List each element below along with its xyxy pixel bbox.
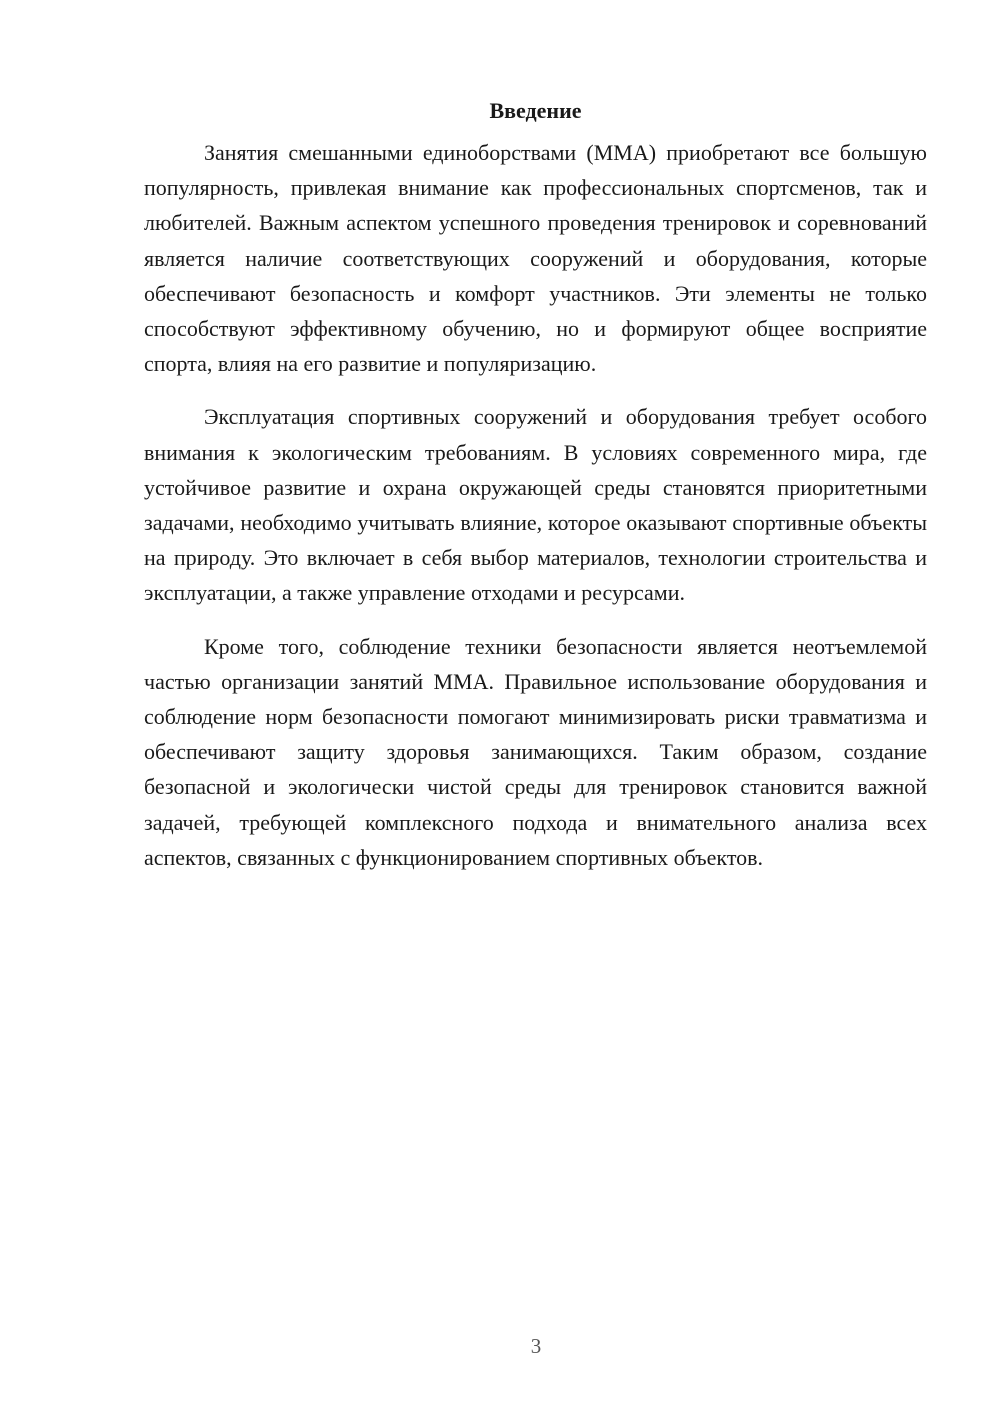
section-heading: Введение [489,98,582,123]
paragraph-1: Занятия смешанными единоборствами (ММА) приобретают все большую популярность, привлекая внимание как профессиональных спортсменов, так и любителей. Важным аспектом успешного проведения тренировок и соревнований является наличие соответствующих сооружений и оборудования, которые обеспечивают безопасность и комфорт участников. Эти элементы не только способствуют эффективному обучению, но и формируют общее восприятие спорта, влияя на его развитие и популяризацию. [144,140,927,377]
page-number: 3 [530,1334,542,1358]
page-content [144,97,927,875]
paragraph-2: Эксплуатация спортивных сооружений и оборудования требует особого внимания к экологическим требованиям. В условиях современного мира, где устойчивое развитие и охрана окружающей среды становятся приоритетными задачами, необходимо учитывать влияние, которое оказывают спортивные объекты на природу. Это включает в себя выбор материалов, технологии строительства и эксплуатации, а также управление отходами и ресурсами. [144,404,927,606]
paragraph-3: Кроме того, соблюдение техники безопасности является неотъемлемой частью организации занятий ММА. Правильное использование оборудования и соблюдение норм безопасности помогают минимизировать риски травматизма и обеспечивают защиту здоровья занимающихся. Таким образом, создание безопасной и экологически чистой среды для тренировок становится важной задачей, требующей комплексного подхода и внимательного анализа всех аспектов, связанных с функционированием спортивных объектов. [144,633,927,870]
